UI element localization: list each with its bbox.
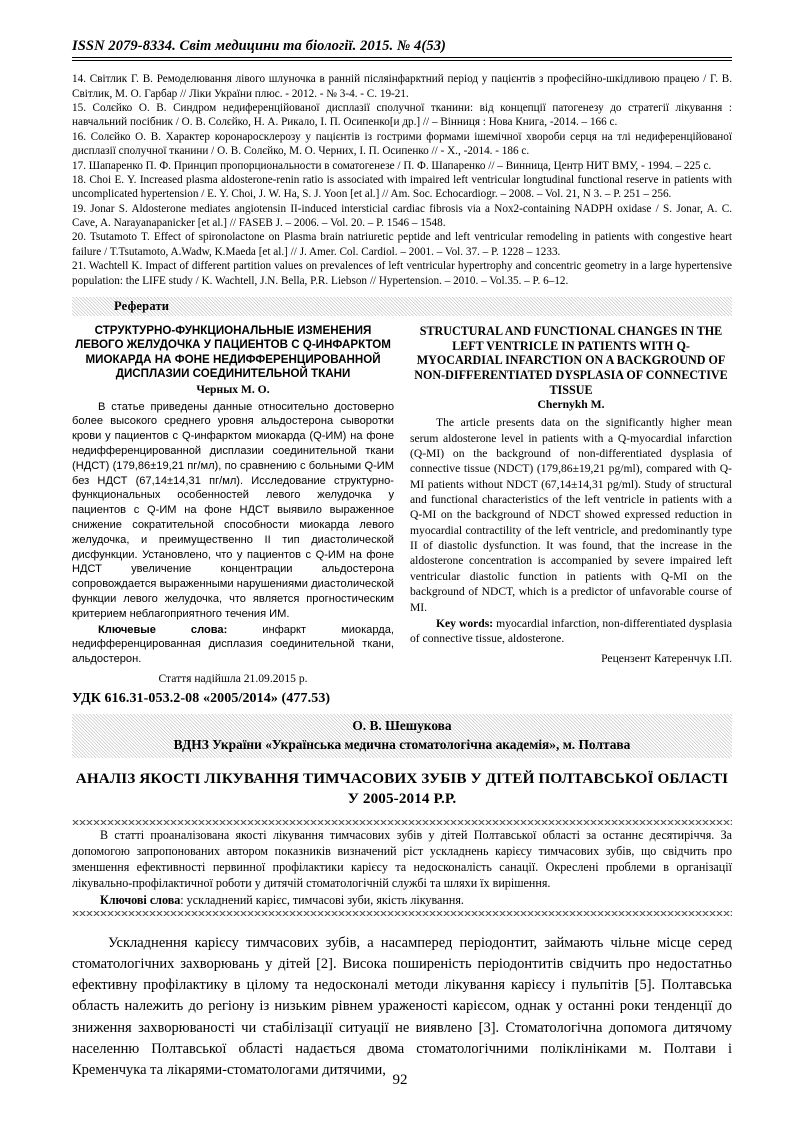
page-number: 92 [392, 1072, 408, 1088]
running-head: ISSN 2079-8334. Світ медицини та біології. 2015. № 4(53) [72, 38, 446, 54]
article-abstract-box [72, 820, 732, 915]
reference-item: 19. Jonar S. Aldosterone mediates angiotensin II-induced intersticial cardiac fibrosis via a Nox2-containing NADPH oxidase / S. Jonar, A. C. Cave, A. Narayanapanicker [et al.] // FASEB J. – 2006. – Vol. 20. – P. 1546 – 1548. [72, 202, 732, 230]
abstracts-two-column [72, 324, 732, 685]
reference-item: 21. Wachtell K. Impact of different partition values on prevalences of left ventricular hypertrophy and concentric geometry in a large hypertensive population: the LIFE study / K. Wachtell, J.N. Bella, P.R. Liebson // Hypertension. – 2010. – Vol.35. – P. 6–12. [72, 260, 732, 287]
abstract-title-en: STRUCTURAL AND FUNCTIONAL CHANGES IN THE LEFT VENTRICLE IN PATIENTS WITH Q-MYOCARDIAL INFARCTION ON A BACKGROUND OF NON-DIFFERENTIATED DYSPLASIA OF CONNECTIVE TISSUE [414, 324, 728, 397]
reference-item: 15. Солєйко О. В. Синдром недиференційованої дисплазії сполучної тканини: від концепції патогенезу до стратегії лікування : навчальний посібник / О. В. Солєйко, Н. А. Рикало, І. П. Осипенко[и др.] // – Вінниця : Нова Книга, -2014. – 166 с. [72, 101, 732, 129]
reviewer-note: Рецензент Катеренчук І.П. [601, 651, 732, 665]
abstract-keywords-ru [72, 623, 394, 667]
abstract-body-en: The article presents data on the significantly higher mean serum aldosterone level in patients with a Q-myocardial infarction (Q-MI) on the background of non-differentiated dysplasia of connective tissue (NDCT) (179,86±19,21 pg/ml), compared with Q-MI patients without NDCT (67,14±14,31 pg/ml). Study of structural and functional characteristics of the left ventricle in patients with a Q-MI on the background of NDCT showed expressed reduction in myocardial contractility of the left ventricle, and predominantly type II of diastolic dysfunction. It was found, that the increase in the aldosterone concentration is accompanied by severe impaired left ventricular diastolic function in patients with Q-MI on the background of NDCT, which is a predictor of unfavorable course of MI. [410, 416, 732, 614]
header-rule [72, 57, 732, 61]
article-abstract-content [72, 825, 732, 910]
abstract-title-ru: СТРУКТУРНО-ФУНКЦИОНАЛЬНЫЕ ИЗМЕНЕНИЯ ЛЕВОГО ЖЕЛУДОЧКА У ПАЦИЕНТОВ С Q-ИНФАРКТОМ МИОКАРДА НА ФОНЕ НЕДИФФЕРЕНЦИРОВАННОЙ ДИСПЛАЗИИ СОЕДИНИТЕЛЬНОЙ ТКАНИ [75, 324, 391, 381]
submission-note: Стаття надійшла 21.09.2015 р. [158, 671, 308, 685]
keywords-label-en: Key words: [436, 616, 494, 630]
keywords-label-ru: Ключевые слова: [98, 623, 228, 636]
udc-line: УДК 616.31-053.2-08 «2005/2014» (477.53) [72, 690, 331, 706]
references-list [72, 72, 732, 288]
page-content [72, 38, 732, 1082]
abstract-keywords-en [410, 616, 732, 647]
abstract-author-ru: Черных М. О. [196, 382, 270, 396]
section-band-label: Реферати [114, 299, 170, 314]
article-author-name: О. В. Шешукова [352, 717, 452, 733]
abstract-column-en [410, 324, 732, 685]
reference-item: 20. Tsutamoto T. Effect of spironolactone on Plasma brain natriuretic peptide and left ventricular remodeling in patients with congestive heart failure / T.Tsutamoto, A.Wadw, K.Maeda [et al.] // J. Amer. Col. Cardiol. – 2001. – Vol. 37. – P. 1228 – 1233. [72, 231, 732, 258]
reference-item: 18. Choi E. Y. Increased plasma aldosterone-renin ratio is associated with impaired left ventricular longtudinal functional reserve in patients with uncomplicated hypertension / E. Y. Choi, J. W. Ha, S. J. Yoon [et al.] // Am. Soc. Echocardiogr. – 2008. – Vol. 21, N 3. – P. 251 – 256. [72, 173, 732, 201]
author-band [72, 714, 732, 759]
keywords-text-en: myocardial infarction, non-differentiated dysplasia of connective tissue, aldosterone. [410, 616, 733, 646]
reference-item: 14. Світлик Г. В. Ремоделювання лівого шлуночка в ранній післяінфарктний період у пацієнтів з професійно-шкідливою працею / Г. В. Світлик, М. О. Гарбар // Ліки України плюс. - 2012. - № 3-4. - С. 19-21. [72, 73, 732, 100]
article-abstract-text: В статті проаналізована якості лікування тимчасових зубів у дітей Полтавської області за останнє десятиріччя. За допомогою запропонованих автором показників визначений ріст ускладнень карієсу тимчасових зубів, що свідчить про зменшення ефективності первинної профілактики карієсу та недосконалість санації. Окреслені проблеми в організації лікувально-профілактичної роботи у дитячій стоматологічній службі та шляхи їх вирішення. [72, 828, 732, 890]
keywords-text-ru: инфаркт миокарда, недифференцированная дисплазия соединительной ткани, альдостерон. [72, 623, 394, 666]
article-keywords [72, 893, 732, 909]
reference-item: 16. Солєйко О. В. Характер коронаросклерозу у пацієнтів із гострими формами ішемічної хвороби серця на тлі недиференційованої дисплазії сполучної тканини / О. В. Солєйко, М. О. Черних, І. П. Осипенко // - Х., -2014. - 186 с. [72, 130, 732, 158]
article-body-paragraph: Ускладнення карієсу тимчасових зубів, а насамперед періодонтит, займають чільне місце серед стоматологічних захворювань у дітей [2]. Висока поширеність періодонтитів свідчить про недостатньо ефективну профілактику в цілому та недосконалі методи лікування карієсу і пульпітів [5]. Полтавська область належить до регіону із низьким рівнем ураженості карієсом, однак у останні роки тенденції до зниження захворюваності чи стабілізації ситуації не виявлено [3]. Стоматологічна допомога дитячому населенню Полтавської області надається двома стоматологічними поліклініками м. Полтави і Кременчука та лікарями-стоматологами дитячими, [72, 934, 732, 1079]
section-band-referati [72, 297, 732, 316]
article-author-affiliation: ВДНЗ України «Українська медична стоматологічна академія», м. Полтава [173, 736, 631, 752]
keywords-label-ua: Ключові слова [100, 892, 181, 907]
reference-item: 17. Шапаренко П. Ф. Принцип пропорциональности в соматогенезе / П. Ф. Шапаренко // – Винница, Центр НИТ ВМУ, - 1994. – 225 с. [72, 159, 712, 172]
abstract-author-en: Chernykh M. [537, 398, 605, 412]
keywords-text-ua: : ускладнений карієс, тимчасові зуби, якість лікування. [180, 892, 464, 907]
article-title: АНАЛІЗ ЯКОСТІ ЛІКУВАННЯ ТИМЧАСОВИХ ЗУБІВ У ДІТЕЙ ПОЛТАВСЬКОЇ ОБЛАСТІ У 2005-2014 Р.Р. [75, 770, 729, 807]
abstract-column-ru [72, 324, 394, 685]
zigzag-border-bottom [72, 911, 732, 916]
abstract-body-ru: В статье приведены данные относительно достоверно более высокого среднего уровня альдостерона сыворотки крови у пациентов с Q-инфарктом миокарда (Q-ИМ) на фоне недифференцированной дисплазии соединительной ткани (НДСТ) (179,86±19,21 пг/мл), по сравнению с больными Q-ИМ без НДСТ (67,14±14,31 пг/мл). Исследование структурно-функциональных особенностей левого желудочка у пациентов с Q-ИМ на фоне НДСТ выявило выраженное снижение сократительной способности миокарда левого желудочка, и преимущественно II тип диастолической дисфункции. Установлено, что у пациентов с Q-ИМ на фоне НДСТ увеличение концентрации альдостерона сопровождается выраженными нарушениями диастолической функции левого желудочка, что является прогностическим критерием неблагоприятного течения ИМ. [72, 400, 394, 620]
